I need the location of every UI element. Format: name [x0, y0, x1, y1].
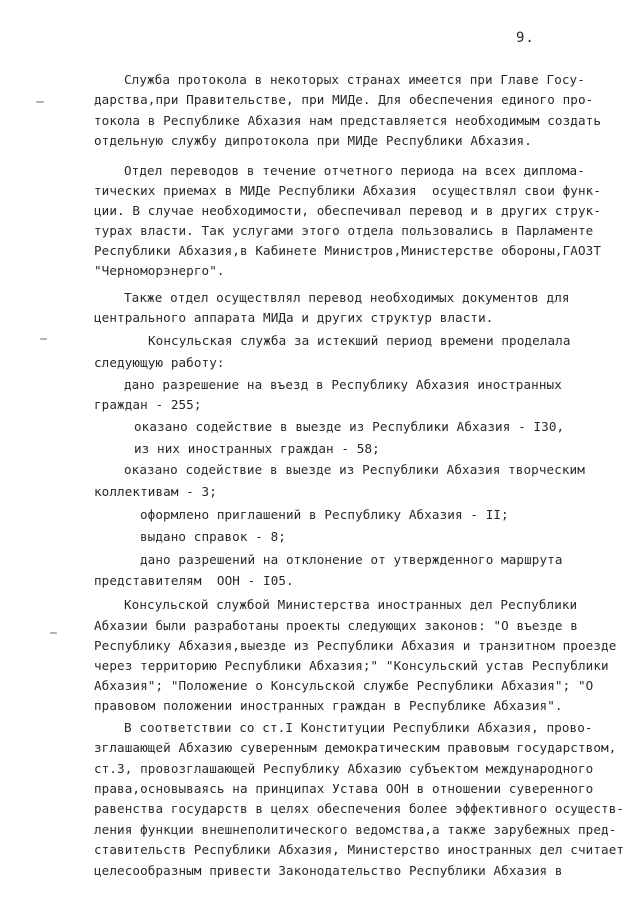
- text-line: Отдел переводов в течение отчетного периода на всех диплома-: [124, 163, 585, 178]
- text-line: тических приемах в МИДе Республики Абхазия осуществлял свои функ-: [94, 183, 602, 198]
- text-line: Консульская служба за истекший период времени проделала: [148, 333, 571, 348]
- text-line: следующую работу:: [94, 355, 225, 370]
- text-line: В соответствии со ст.I Конституции Республики Абхазия, прово-: [124, 720, 593, 735]
- text-line: дарства,при Правительстве, при МИДе. Для обеспечения единого про-: [94, 92, 594, 107]
- text-line: Консульской службой Министерства иностранных дел Республики: [124, 597, 578, 612]
- text-line: выдано справок - 8;: [140, 529, 286, 544]
- text-line: ст.3, провозглашающей Республику Абхазию субъектом международного: [94, 761, 594, 776]
- text-line: Республики Абхазия,в Кабинете Министров,Министерстве обороны,ГАОЗТ: [94, 243, 602, 258]
- text-line: коллективам - 3;: [94, 484, 217, 499]
- text-line: равенства государств в целях обеспечения более эффективного осуществ-: [94, 801, 625, 816]
- text-line: зглашающей Абхазию суверенным демократическим правовым государством,: [94, 740, 617, 755]
- text-line: дано разрешение на въезд в Республику Абхазия иностранных: [124, 377, 562, 392]
- text-line: отдельную службу дипротокола при МИДе Республики Абхазия.: [94, 133, 532, 148]
- text-line: центрального аппарата МИДа и других структур власти.: [94, 310, 494, 325]
- text-line: токола в Республике Абхазия нам представляется необходимым создать: [94, 113, 602, 128]
- text-line: из них иностранных граждан - 58;: [134, 441, 380, 456]
- text-line: оказано содействие в выезде из Республики Абхазия - I30,: [134, 419, 565, 434]
- text-line: "Черноморэнерго".: [94, 263, 225, 278]
- text-line: целесообразным привести Законодательство Республики Абхазия в: [94, 863, 563, 878]
- text-line: дано разрешений на отклонение от утвержденного маршрута: [140, 552, 563, 567]
- scan-mark: [40, 338, 47, 340]
- text-line: представителям ООН - I05.: [94, 573, 294, 588]
- text-line: Республику Абхазия,выезде из Республики Абхазия и транзитном проезде: [94, 638, 617, 653]
- text-line: оформлено приглашений в Республику Абхазия - II;: [140, 507, 509, 522]
- text-line: Служба протокола в некоторых странах имеется при Главе Госу-: [124, 72, 585, 87]
- text-line: турах власти. Так услугами этого отдела пользовались в Парламенте: [94, 223, 594, 238]
- page-number: 9.: [516, 30, 535, 46]
- text-line: Абхазия"; "Положение о Консульской службе Республики Абхазия"; "О: [94, 678, 594, 693]
- text-line: через территорию Республики Абхазия;" "Консульский устав Республики: [94, 658, 609, 673]
- text-line: ции. В случае необходимости, обеспечивал перевод и в других струк-: [94, 203, 602, 218]
- text-line: оказано содействие в выезде из Республики Абхазия творческим: [124, 462, 585, 477]
- text-line: правовом положении иностранных граждан в Республике Абхазия".: [94, 698, 563, 713]
- text-line: ления функции внешнеполитического ведомства,а также зарубежных пред-: [94, 822, 617, 837]
- text-line: Также отдел осуществлял перевод необходимых документов для: [124, 290, 570, 305]
- scan-mark: [36, 101, 44, 103]
- text-line: ставительств Республики Абхазия, Министерство иностранных дел считает: [94, 842, 625, 857]
- text-line: граждан - 255;: [94, 397, 202, 412]
- scan-mark: [50, 632, 57, 634]
- text-line: Абхазии были разработаны проекты следующих законов: "О въезде в: [94, 618, 578, 633]
- text-line: права,основываясь на принципах Устава ООН в отношении суверенного: [94, 781, 594, 796]
